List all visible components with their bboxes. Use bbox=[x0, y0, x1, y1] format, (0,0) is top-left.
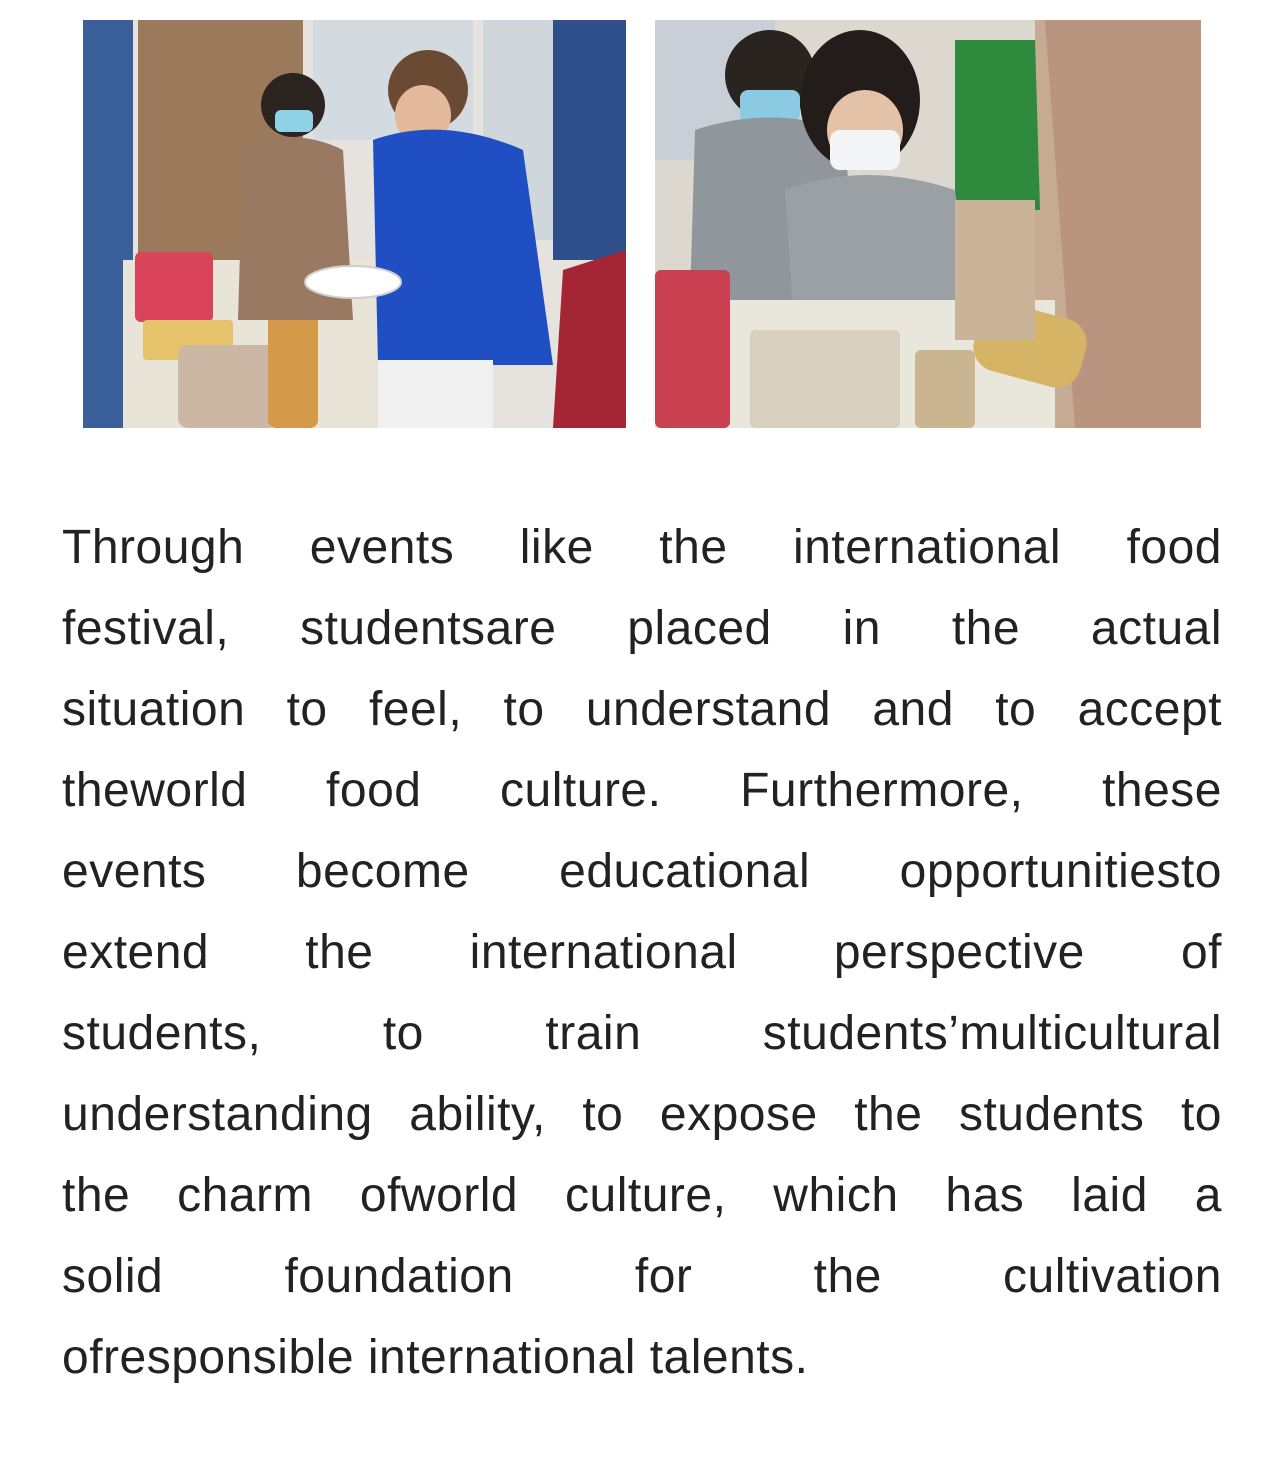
article-line: extend the international perspective of bbox=[62, 926, 1222, 979]
article-line: festival, studentsare placed in the actual bbox=[62, 602, 1222, 655]
article-line: events become educational opportunitiesto bbox=[62, 845, 1222, 898]
article-line: solid foundation for the cultivation bbox=[62, 1250, 1222, 1303]
article-line: Through events like the international food bbox=[62, 521, 1222, 574]
photo-right bbox=[655, 20, 1201, 428]
article-body bbox=[62, 507, 1222, 1398]
article-line: theworld food culture. Furthermore, these bbox=[62, 764, 1222, 817]
article-line: situation to feel, to understand and to accept bbox=[62, 683, 1222, 736]
photo-right-illustration bbox=[655, 20, 1201, 428]
photo-left-illustration bbox=[83, 20, 626, 428]
photo-left bbox=[83, 20, 626, 428]
article-line: ofresponsible international talents. bbox=[62, 1331, 809, 1384]
article-line: the charm ofworld culture, which has laid a bbox=[62, 1169, 1222, 1222]
article-line: students, to train students’multicultural bbox=[62, 1007, 1222, 1060]
article-line: understanding ability, to expose the students to bbox=[62, 1088, 1222, 1141]
